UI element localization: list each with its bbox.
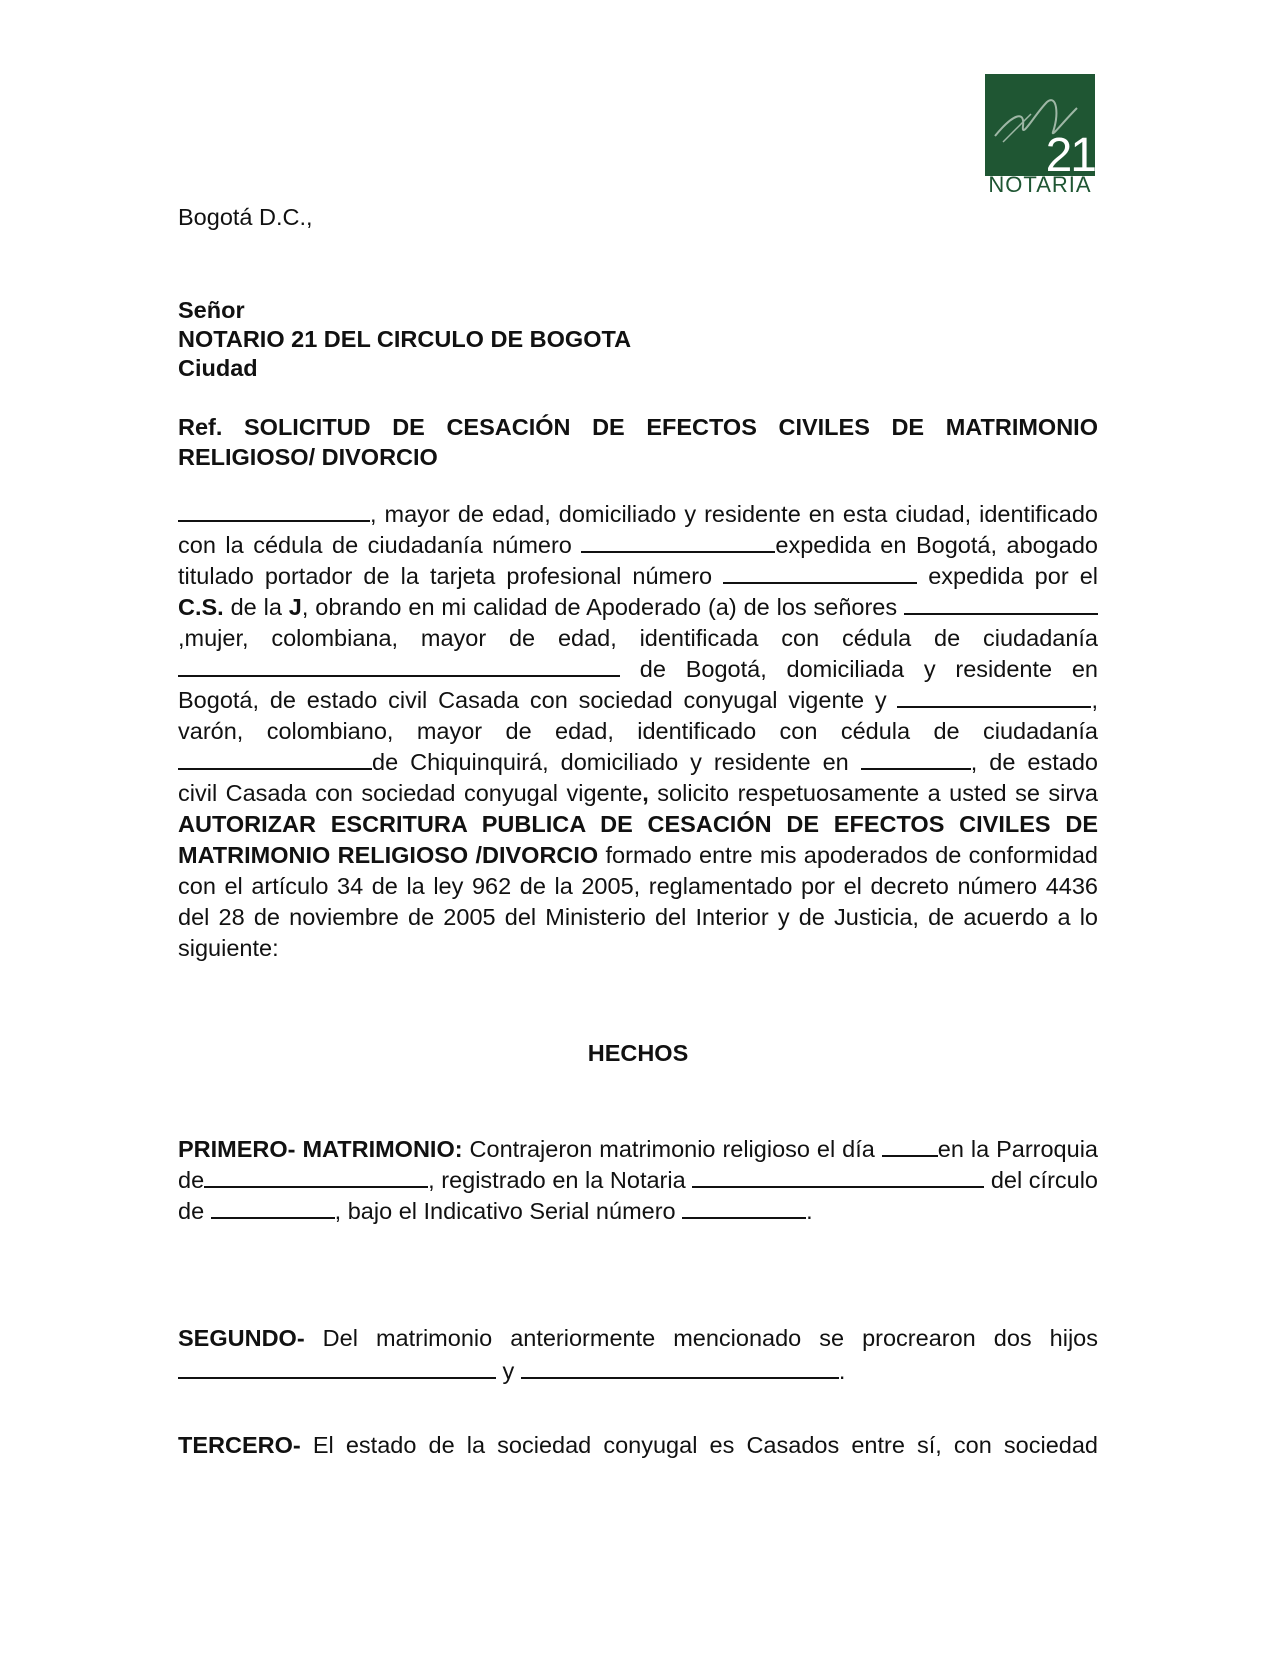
blank-field[interactable] [723, 564, 917, 584]
body-bold-text: , [642, 780, 649, 806]
blank-field[interactable] [682, 1199, 806, 1219]
blank-field[interactable] [882, 1137, 938, 1157]
body-text: , de estado civil Casada con sociedad conyugal vigente [178, 749, 1098, 806]
tercero-paragraph [178, 1430, 1098, 1461]
hechos-heading: HECHOS [587, 1040, 689, 1066]
body-paragraph [178, 499, 1098, 964]
body-text: expedida en Bogotá, abogado titulado portador de la tarjeta profesional número [178, 532, 1098, 589]
blank-field[interactable] [178, 750, 372, 770]
addressee-city: Ciudad [178, 355, 258, 381]
body-text: , registrado en la Notaria [428, 1167, 693, 1193]
notaria-logo [985, 74, 1095, 200]
blank-field[interactable] [692, 1168, 984, 1188]
body-text: , varón, colombiano, mayor de edad, identificado con cédula de ciudadanía [178, 687, 1098, 744]
primero-label: PRIMERO- MATRIMONIO: [178, 1136, 463, 1162]
addressee-block [178, 296, 1098, 383]
logo-number: 21 [1045, 129, 1095, 182]
blank-field[interactable] [178, 502, 370, 522]
blank-field[interactable] [211, 1199, 335, 1219]
request-bold-text: AUTORIZAR ESCRITURA PUBLICA DE CESACIÓN DE EFECTOS CIVILES DE MATRIMONIO RELIGIOSO /DIVORCIO [178, 811, 1098, 868]
body-text: , obrando en mi calidad de Apoderado (a) de los señores [301, 594, 904, 620]
addressee-title: Señor [178, 297, 245, 323]
body-bold-text: J [288, 594, 302, 620]
body-text: expedida por el [917, 563, 1098, 589]
segundo-label: SEGUNDO- [178, 1325, 305, 1351]
body-text: de la [223, 594, 289, 620]
blank-field[interactable] [178, 657, 620, 677]
blank-field[interactable] [178, 1359, 496, 1379]
body-text: . [838, 1358, 846, 1384]
blank-field[interactable] [897, 688, 1091, 708]
body-bold-text: C.S. [178, 594, 224, 620]
body-text: en la Parroquia de [178, 1136, 1098, 1193]
body-text: y [496, 1358, 521, 1384]
logo-word: NOTARIA [988, 172, 1092, 197]
blank-field[interactable] [904, 595, 1098, 615]
addressee-name: NOTARIO 21 DEL CIRCULO DE BOGOTA [178, 326, 632, 352]
body-text: Del matrimonio anteriormente mencionado se procrearon dos hijos [304, 1325, 1098, 1351]
blank-field[interactable] [581, 533, 775, 553]
body-text: , mayor de edad, domiciliado y residente en esta ciudad, identificado con la cédula de ciudadanía número [178, 501, 1098, 558]
body-text: solicito respetuosamente a usted se sirva [648, 780, 1098, 806]
city-line: Bogotá D.C., [178, 204, 313, 230]
body-text: ,mujer, colombiana, mayor de edad, identificada con cédula de ciudadanía [178, 625, 1098, 651]
segundo-paragraph [178, 1322, 1098, 1388]
body-text: formado entre mis apoderados de conformidad con el artículo 34 de la ley 962 de la 2005, reglamentado por el decreto número 4436 del 28 de noviembre de 2005 del Ministerio del Interior y de Justicia, de acuerdo a lo siguiente: [178, 842, 1098, 961]
primero-paragraph [178, 1134, 1098, 1227]
body-text: Contrajeron matrimonio religioso el día [462, 1136, 882, 1162]
reference-line: Ref. SOLICITUD DE CESACIÓN DE EFECTOS CIVILES DE MATRIMONIO RELIGIOSO/ DIVORCIO [178, 414, 1098, 470]
logo-box [985, 74, 1095, 182]
body-text: del círculo de [178, 1167, 1099, 1224]
blank-field[interactable] [521, 1359, 839, 1379]
body-text: . [806, 1198, 813, 1224]
body-text: El estado de la sociedad conyugal es Casados entre sí, con sociedad [300, 1432, 1098, 1458]
blank-field[interactable] [861, 750, 971, 770]
body-text: de Bogotá, domiciliada y residente en Bogotá, de estado civil Casada con sociedad conyugal vigente y [178, 656, 1098, 713]
blank-field[interactable] [204, 1168, 428, 1188]
tercero-label: TERCERO- [178, 1432, 301, 1458]
body-text: , bajo el Indicativo Serial número [334, 1198, 683, 1224]
body-text: de Chiquinquirá, domiciliado y residente en [372, 749, 861, 775]
